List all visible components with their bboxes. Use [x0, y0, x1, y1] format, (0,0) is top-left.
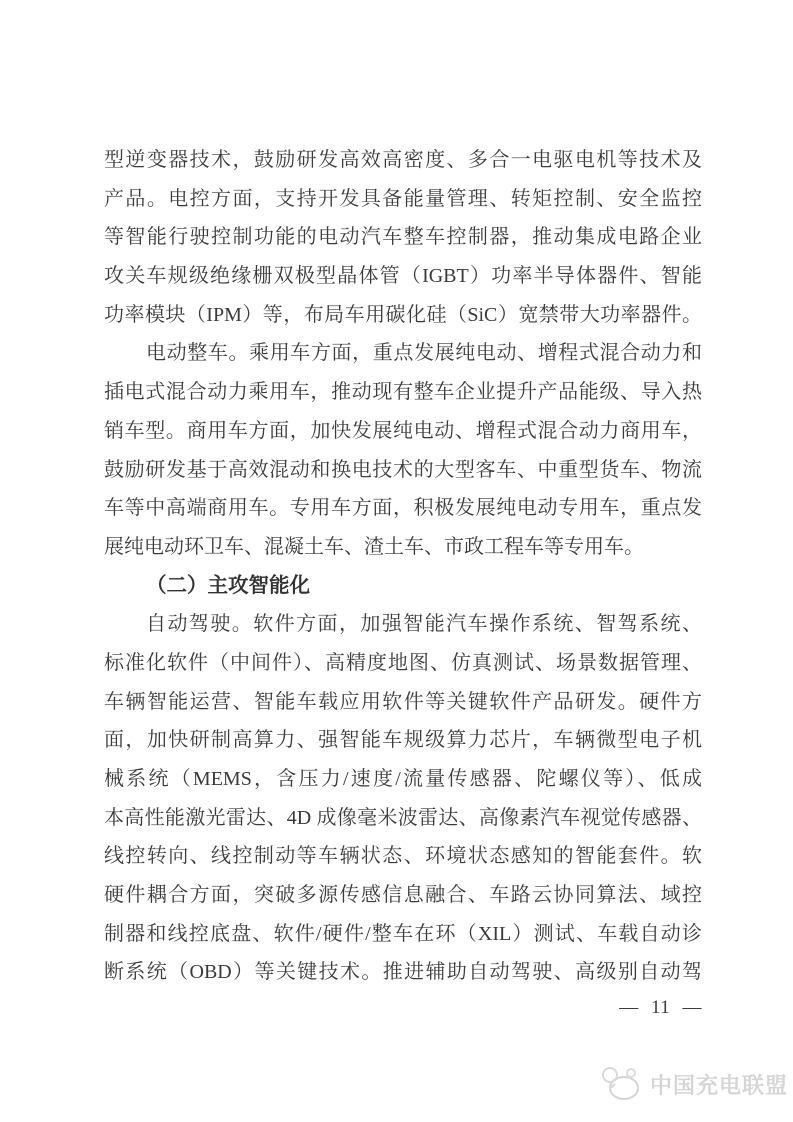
- text-line: 硬件耦合方面，突破多源传感信息融合、车路云协同算法、域控: [104, 884, 702, 907]
- text-line: 标准化软件（中间件）、高精度地图、仿真测试、场景数据管理、: [104, 651, 702, 674]
- text-line: 型逆变器技术，鼓励研发高效高密度、多合一电驱电机等技术及: [104, 149, 702, 171]
- text-line: 线控转向、线控制动等车辆状态、环境状态感知的智能套件。软: [104, 845, 702, 868]
- watermark-label: 中国充电联盟: [650, 1072, 789, 1098]
- text-line: 插电式混合动力乘用车，推动现有整车企业提升产品能级、导入热: [104, 381, 702, 404]
- text-line: 功率模块（IPM）等，布局车用碳化硅（SiC）宽禁带大功率器件。: [104, 303, 702, 326]
- section-heading: （二）主攻智能化: [146, 574, 310, 597]
- text-line: 展纯电动环卫车、混凝土车、渣土车、市政工程车等专用车。: [104, 535, 644, 558]
- text-line: 销车型。商用车方面，加快发展纯电动、增程式混合动力商用车，: [104, 419, 702, 442]
- text-line: 本高性能激光雷达、4D 成像毫米波雷达、高像素汽车视觉传感器、: [104, 806, 702, 829]
- text-line: 械系统（MEMS，含压力/速度/流量传感器、陀螺仪等）、低成: [104, 768, 702, 790]
- text-line: 断系统（OBD）等关键技术。推进辅助自动驾驶、高级别自动驾: [104, 961, 702, 984]
- text-line: 攻关车规级绝缘栅双极型晶体管（IGBT）功率半导体器件、智能: [104, 265, 702, 288]
- watermark: [601, 1064, 788, 1104]
- document-body: [104, 141, 702, 992]
- text-line: 电动整车。乘用车方面，重点发展纯电动、增程式混合动力和: [146, 342, 702, 365]
- charging-alliance-logo-icon: [601, 1064, 643, 1104]
- text-line: 产品。电控方面，支持开发具备能量管理、转矩控制、安全监控: [104, 187, 702, 210]
- text-line: 车辆智能运营、智能车载应用软件等关键软件产品研发。硬件方: [104, 690, 702, 713]
- page-number: — 11 —: [619, 997, 702, 1018]
- text-line: 制器和线控底盘、软件/硬件/整车在环（XIL）测试、车载自动诊: [104, 922, 702, 945]
- text-line: 自动驾驶。软件方面，加强智能汽车操作系统、智驾系统、: [146, 613, 702, 636]
- text-line: 鼓励研发基于高效混动和换电技术的大型客车、中重型货车、物流: [104, 458, 702, 481]
- text-line: 车等中高端商用车。专用车方面，积极发展纯电动专用车，重点发: [104, 497, 702, 520]
- text-line: 面，加快研制高算力、强智能车规级算力芯片，车辆微型电子机: [104, 729, 702, 752]
- text-line: 等智能行驶控制功能的电动汽车整车控制器，推动集成电路企业: [104, 226, 702, 249]
